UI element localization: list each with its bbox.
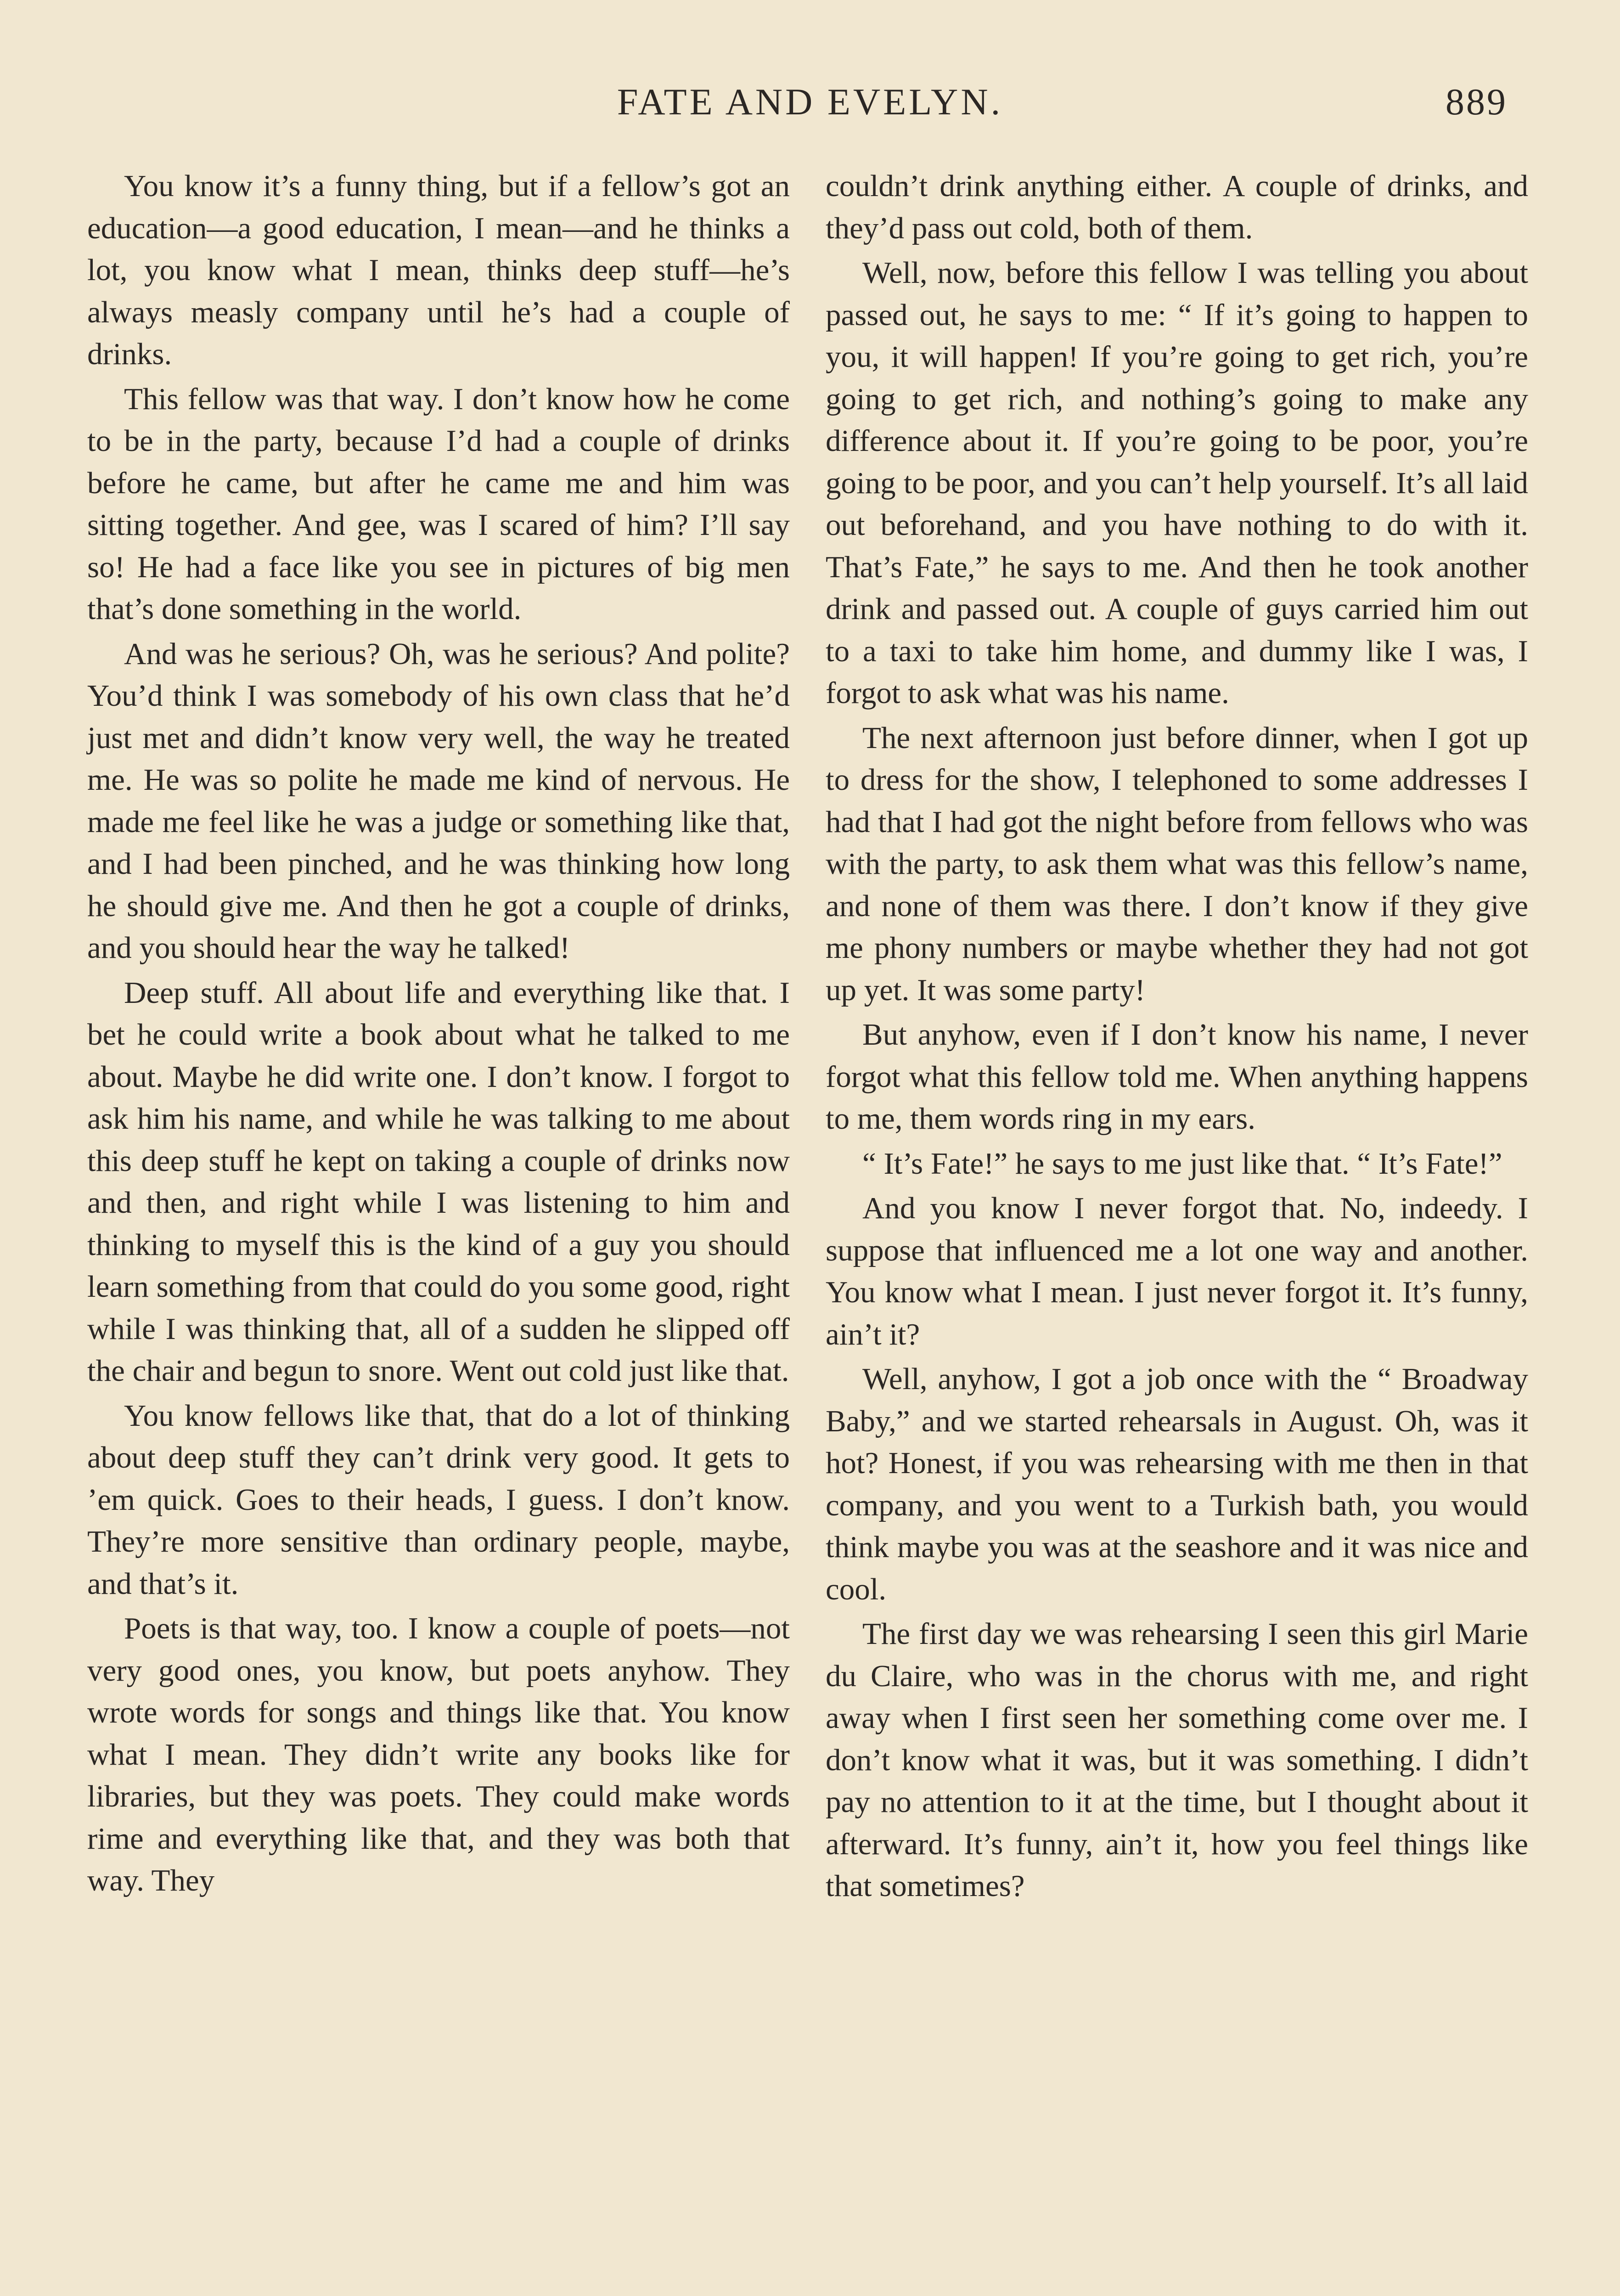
paragraph: Well, anyhow, I got a job once with the “ Broadway Baby,” and we started rehearsals in August. Oh, was it hot? Honest, if you was rehearsing with me then in that company, and you went to a Turkish bath, you would think maybe you was at the seashore and it was nice and cool. — [826, 1362, 1528, 1606]
paragraph: Well, now, before this fellow I was telling you about passed out, he says to me: “ If it’s going to happen to you, it will happen! If you’re going to get rich, you’re going to get rich, and nothing’s going to make any difference about it. If you’re going to be poor, you’re going to be poor, and you can’t help yourself. It’s all laid out beforehand, and you have nothing to do with it. That’s Fate,” he says to me. And then he took another drink and passed out. A couple of guys carried him out to a taxi to take him home, and dummy like I was, I forgot to ask what was his name. — [826, 256, 1528, 710]
right-column — [826, 165, 1528, 1910]
paragraph: The first day we was rehearsing I seen this girl Marie du Claire, who was in the chorus with me, and right away when I first seen her something come over me. I don’t know what it was, but it was something. I didn’t pay no attention to it at the time, but I thought about it afterward. It’s funny, ain’t it, how you feel things like that sometimes? — [826, 1617, 1528, 1903]
paragraph: “ It’s Fate!” he says to me just like that. “ It’s Fate!” — [862, 1146, 1502, 1181]
paragraph: You know fellows like that, that do a lot of thinking about deep stuff they can’t drink very good. It gets to ’em quick. Goes to their heads, I guess. I don’t know. They’re more sensitive than ordinary people, maybe, and that’s it. — [87, 1398, 790, 1601]
page-header — [80, 80, 1540, 135]
page-number: 889 — [1446, 81, 1508, 123]
paragraph: You know it’s a funny thing, but if a fellow’s got an education—a good education, I mean—and he thinks a lot, you know what I mean, thinks deep stuff—he’s always measly company until he’s had a couple of drinks. — [87, 169, 790, 371]
paragraph-continuation: couldn’t drink anything either. A couple of drinks, and they’d pass out cold, both of them. — [826, 169, 1528, 245]
paragraph: And you know I never forgot that. No, indeedy. I suppose that influenced me a lot one way and another. You know what I mean. I just never forgot it. It’s funny, ain’t it? — [826, 1191, 1528, 1351]
running-title: FATE AND EVELYN. — [617, 81, 1003, 123]
paragraph: Poets is that way, too. I know a couple of poets—not very good ones, you know, but poets anyhow. They wrote words for songs and things like that. You know what I mean. They didn’t write any books like for libraries, but they was poets. They could make words rime and everything like that, and they was both that way. They — [87, 1611, 790, 1897]
paragraph: Deep stuff. All about life and everything like that. I bet he could write a book about what he talked to me about. Maybe he did write one. I don’t know. I forgot to ask him his name, and while he was talking to me about this deep stuff he kept on taking a couple of drinks now and then, and right while I was listening to him and thinking to myself this is the kind of a guy you should learn something from that could do you some good, right while I was thinking that, all of a sudden he slipped off the chair and begun to snore. Went out cold just like that. — [87, 975, 790, 1388]
paragraph: And was he serious? Oh, was he serious? And polite? You’d think I was somebody of his own class that he’d just met and didn’t know very well, the way he treated me. He was so polite he made me kind of nervous. He made me feel like he was a judge or something like that, and I had been pinched, and he was thinking how long he should give me. And then he got a couple of drinks, and you should hear the way he talked! — [87, 636, 790, 965]
paragraph: This fellow was that way. I don’t know how he come to be in the party, because I’d had a couple of drinks before he came, but after he came me and him was sitting together. And gee, was I scared of him? I’ll say so! He had a face like you see in pictures of big men that’s done something in the world. — [87, 382, 790, 626]
paragraph: But anyhow, even if I don’t know his name, I never forgot what this fellow told me. When anything happens to me, them words ring in my ears. — [826, 1018, 1528, 1136]
left-column — [87, 165, 790, 1905]
paragraph: The next afternoon just before dinner, when I got up to dress for the show, I telephoned to some addresses I had that I had got the night before from fellows who was with the party, to ask them what was this fellow’s name, and none of them was there. I don’t know if they give me phony numbers or maybe whether they had not got up yet. It was some party! — [826, 720, 1528, 1007]
